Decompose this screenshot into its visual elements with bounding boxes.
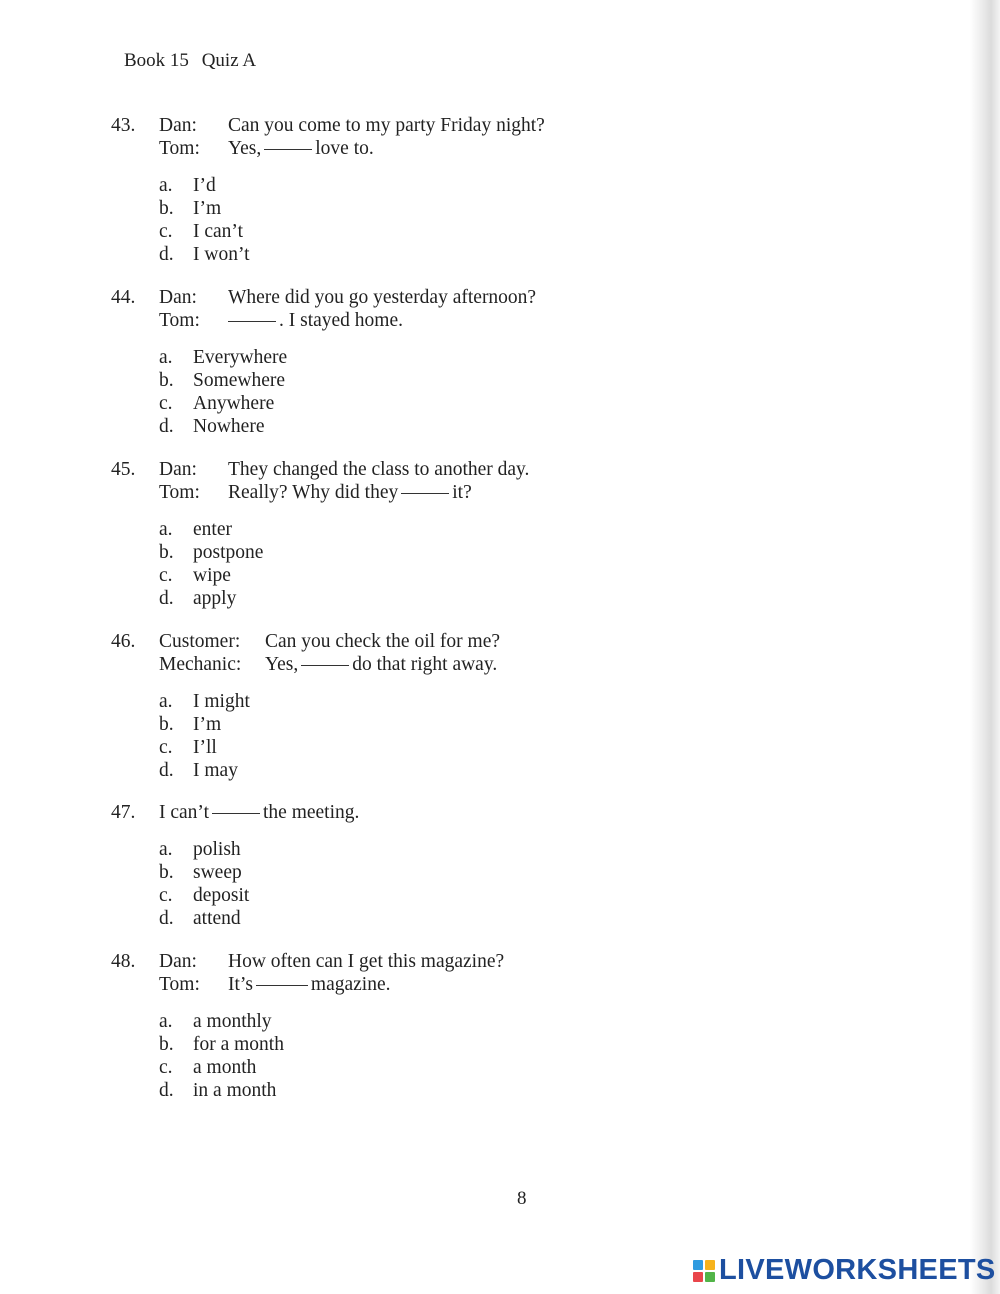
quiz-label: Quiz A [201,50,257,71]
speaker: Customer: [159,631,241,652]
option-text: polish [193,839,241,860]
option-letter: d. [159,588,174,609]
page-edge-shadow [970,0,1000,1294]
option-text: Somewhere [193,370,286,391]
option-letter: b. [159,370,174,391]
liveworksheets-logo [693,1254,996,1287]
speaker: Dan: [159,287,197,308]
option-text: deposit [193,885,250,906]
option-letter: d. [159,416,174,437]
option[interactable] [159,861,359,884]
prompt-text: . I stayed home. [279,310,404,331]
prompt-text: do that right away. [352,654,498,675]
prompt-text: the meeting. [263,802,360,823]
option-text: a monthly [193,1011,272,1032]
option[interactable] [159,1079,504,1102]
option[interactable] [159,759,500,782]
option[interactable] [159,1033,504,1056]
option-letter: c. [159,737,173,758]
speaker: Mechanic: [159,654,242,675]
option-letter: b. [159,862,174,883]
prompt-text: I can’t [159,802,209,823]
options-list [159,690,500,782]
option-text: I’m [193,714,222,735]
question-number: 46. [111,631,136,652]
option[interactable] [159,197,545,220]
prompt-text: Yes, [265,654,299,675]
prompt-text: They changed the class to another day. [228,459,530,480]
option[interactable] [159,392,536,415]
speaker: Dan: [159,459,197,480]
logo-square-blue [693,1260,703,1270]
option-text: Nowhere [193,416,265,437]
option-text: I won’t [193,244,250,265]
logo-square-yellow [705,1260,715,1270]
option-text: wipe [193,565,231,586]
option-letter: c. [159,393,173,414]
logo-square-green [705,1272,715,1282]
options-list [159,838,359,930]
option[interactable] [159,690,500,713]
option[interactable] [159,346,536,369]
prompt-text: Really? Why did they [228,482,399,503]
option-text: I may [193,760,238,781]
option[interactable] [159,1010,504,1033]
answer-blank[interactable] [264,148,312,150]
option[interactable] [159,369,536,392]
option[interactable] [159,415,536,438]
option-text: for a month [193,1034,284,1055]
options-list [159,1010,504,1102]
option[interactable] [159,884,359,907]
question-46 [111,630,500,782]
logo-grid-icon [693,1260,715,1282]
prompt-text: magazine. [310,974,391,995]
question-number: 44. [111,287,136,308]
option-letter: b. [159,1034,174,1055]
speaker: Dan: [159,951,197,972]
option[interactable] [159,1056,504,1079]
speaker: Dan: [159,115,197,136]
prompt-text: it? [452,482,472,503]
option-letter: d. [159,244,174,265]
option-letter: b. [159,714,174,735]
option[interactable] [159,736,500,759]
option-letter: d. [159,760,174,781]
options-list [159,346,536,438]
answer-blank[interactable] [256,984,308,986]
prompt-text: Where did you go yesterday afternoon? [228,287,537,308]
prompt-text: Can you check the oil for me? [265,631,500,652]
question-number: 47. [111,802,136,823]
option-letter: a. [159,839,173,860]
option-letter: c. [159,1057,173,1078]
question-48 [111,950,504,1102]
option-letter: a. [159,175,173,196]
option[interactable] [159,713,500,736]
option-text: attend [193,908,241,929]
speaker: Tom: [159,138,200,159]
option[interactable] [159,518,529,541]
option-text: I’d [193,175,216,196]
prompt-text: It’s [228,974,253,995]
option[interactable] [159,174,545,197]
answer-blank[interactable] [228,320,276,322]
prompt-text: Yes, [228,138,262,159]
option-letter: c. [159,885,173,906]
logo-square-red [693,1272,703,1282]
option-letter: c. [159,565,173,586]
page-number: 8 [517,1188,527,1209]
option-letter: d. [159,908,174,929]
option[interactable] [159,564,529,587]
option-text: apply [193,588,237,609]
question-number: 43. [111,115,136,136]
options-list [159,518,529,610]
answer-blank[interactable] [212,812,260,814]
option[interactable] [159,243,545,266]
prompt-text: How often can I get this magazine? [228,951,505,972]
option-letter: a. [159,519,173,540]
speaker: Tom: [159,974,200,995]
option[interactable] [159,587,529,610]
option[interactable] [159,541,529,564]
book-label: Book 15 [124,50,189,71]
option-letter: d. [159,1080,174,1101]
option[interactable] [159,220,545,243]
option-text: enter [193,519,232,540]
question-45 [111,458,529,610]
option-text: I’m [193,198,222,219]
option-text: Anywhere [193,393,275,414]
brand-name: LIVEWORKSHEETS [719,1254,996,1286]
option-text: postpone [193,542,264,563]
option-letter: a. [159,691,173,712]
option-text: a month [193,1057,257,1078]
answer-blank[interactable] [401,492,449,494]
prompt-text: love to. [315,138,374,159]
question-47 [111,801,359,930]
page-header [124,50,256,72]
option[interactable] [159,907,359,930]
question-44 [111,286,536,438]
option-letter: b. [159,542,174,563]
options-list [159,174,545,266]
question-43 [111,114,545,266]
speaker: Tom: [159,310,200,331]
question-number: 45. [111,459,136,480]
option-text: I’ll [193,737,217,758]
answer-blank[interactable] [301,664,349,666]
speaker: Tom: [159,482,200,503]
option-text: sweep [193,862,242,883]
option-letter: a. [159,1011,173,1032]
option-letter: b. [159,198,174,219]
option-text: I might [193,691,250,712]
option-text: in a month [193,1080,277,1101]
option[interactable] [159,838,359,861]
option-letter: a. [159,347,173,368]
option-letter: c. [159,221,173,242]
question-number: 48. [111,951,136,972]
option-text: I can’t [193,221,243,242]
option-text: Everywhere [193,347,288,368]
prompt-text: Can you come to my party Friday night? [228,115,545,136]
